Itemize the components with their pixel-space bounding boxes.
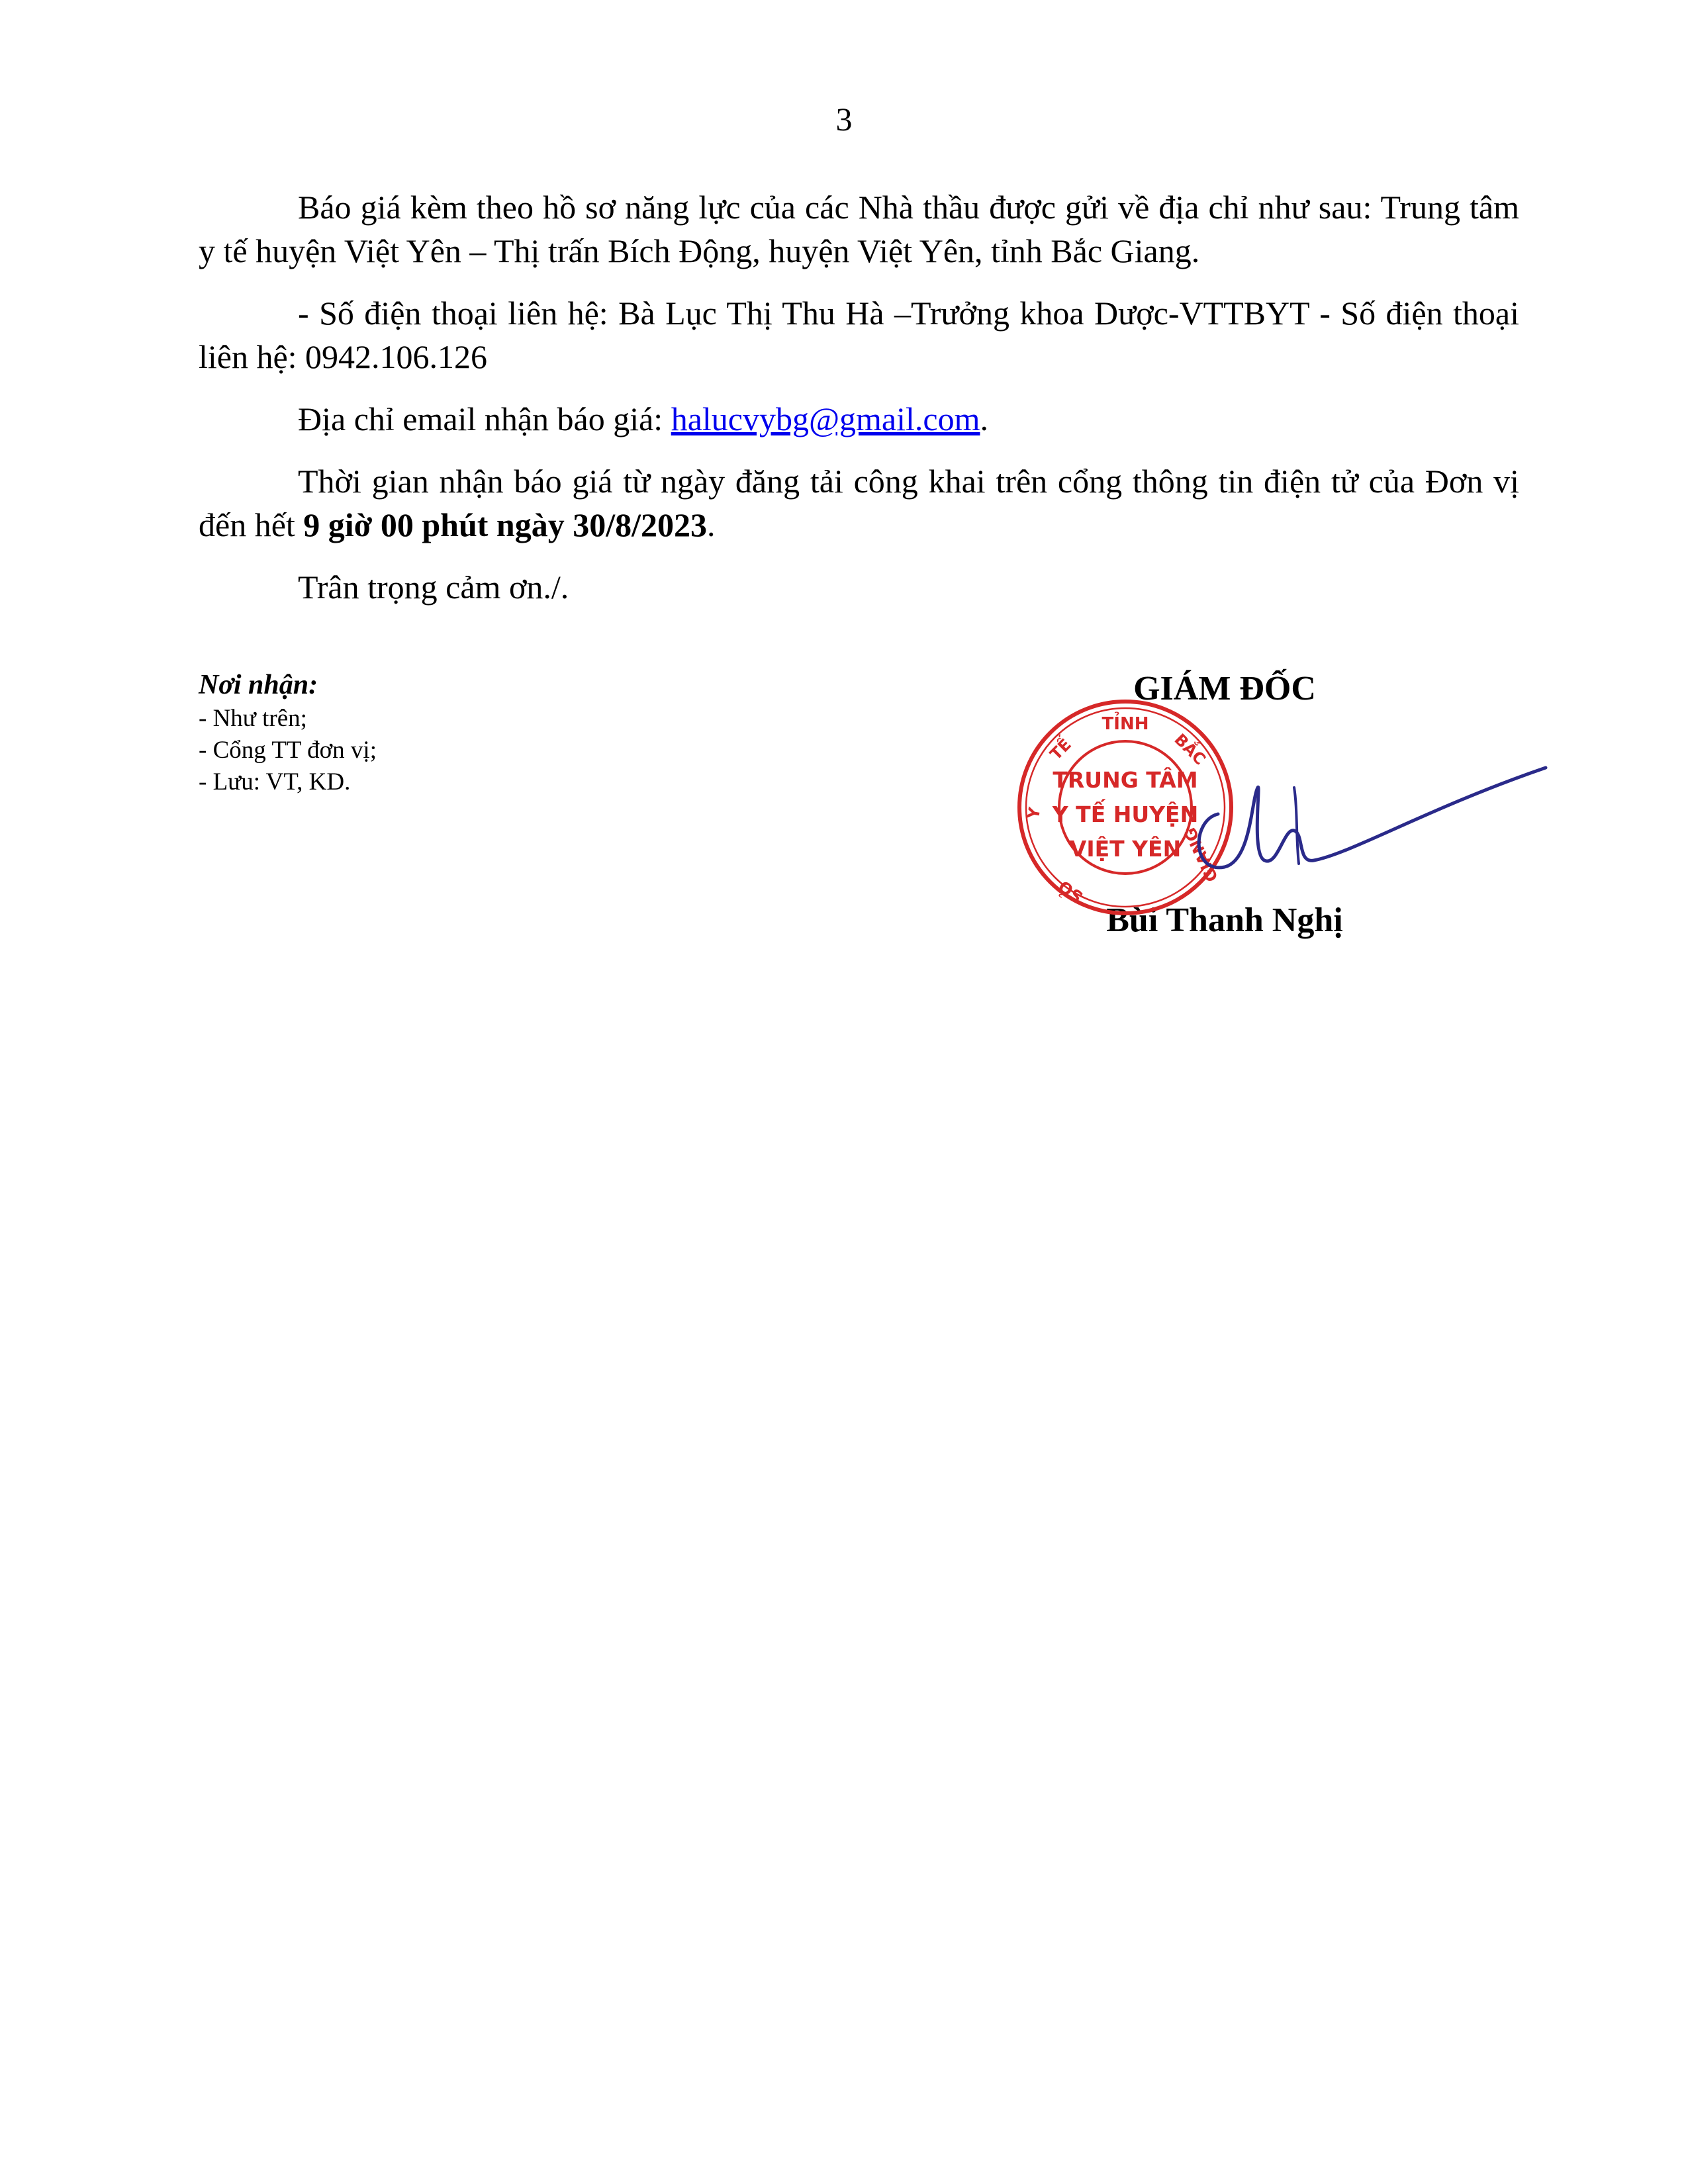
seal-ring-text-bottom-left: SỞ xyxy=(1055,876,1087,906)
seal-center-line-3: VIỆT YÊN xyxy=(1069,836,1182,862)
recipients-block xyxy=(199,667,794,798)
recipients-title: Nơi nhận: xyxy=(199,670,318,700)
signer-name: Bùi Thanh Nghị xyxy=(1106,901,1343,939)
email-link[interactable]: halucvybg@gmail.com xyxy=(671,400,980,437)
handwritten-signature xyxy=(1178,748,1549,880)
recipient-item: - Như trên; xyxy=(199,705,307,732)
paragraph-contact-phone: - Số điện thoại liên hệ: Bà Lục Thị Thu Hà –Trưởng khoa Dược-VTTBYT - Số điện thoại liên hệ: 0942.106.126 xyxy=(199,295,1519,375)
seal-ring-text-left: Y xyxy=(1023,805,1045,821)
signature-block xyxy=(993,662,1456,966)
recipient-item: - Lưu: VT, KD. xyxy=(199,768,351,796)
seal-ring-text-right: GIANG xyxy=(1180,825,1222,885)
signer-title: GIÁM ĐỐC xyxy=(1133,670,1316,707)
deadline-prefix: Thời gian nhận báo giá từ ngày đăng tải công khai trên cổng thông tin điện tử của Đơn vị đến hết xyxy=(199,463,1519,543)
recipient-item: - Cổng TT đơn vị; xyxy=(199,737,377,764)
letter-body xyxy=(199,185,1519,627)
deadline-suffix: . xyxy=(707,506,716,543)
email-suffix: . xyxy=(980,400,988,437)
paragraph-email xyxy=(199,397,1519,441)
paragraph-closing: Trân trọng cảm ơn./. xyxy=(298,569,569,606)
seal-ring-text-left-top: TẾ xyxy=(1046,735,1075,764)
email-label: Địa chỉ email nhận báo giá: xyxy=(298,400,671,437)
paragraph-deadline xyxy=(199,459,1519,547)
paragraph-submission-address: Báo giá kèm theo hồ sơ năng lực của các Nhà thầu được gửi về địa chỉ như sau: Trung tâm y tế huyện Việt Yên – Thị trấn Bích Động, huyện Việt Yên, tỉnh Bắc Giang. xyxy=(199,189,1519,269)
deadline-value: 9 giờ 00 phút ngày 30/8/2023 xyxy=(303,506,708,543)
seal-ring-text-right-top: BẮC xyxy=(1170,730,1209,769)
seal-center-line-2: Y TẾ HUYỆN xyxy=(1052,801,1199,827)
page-number: 3 xyxy=(835,101,853,138)
seal-center-line-1: TRUNG TÂM xyxy=(1053,767,1198,793)
seal-ring-text-top: TỈNH xyxy=(1102,714,1149,734)
